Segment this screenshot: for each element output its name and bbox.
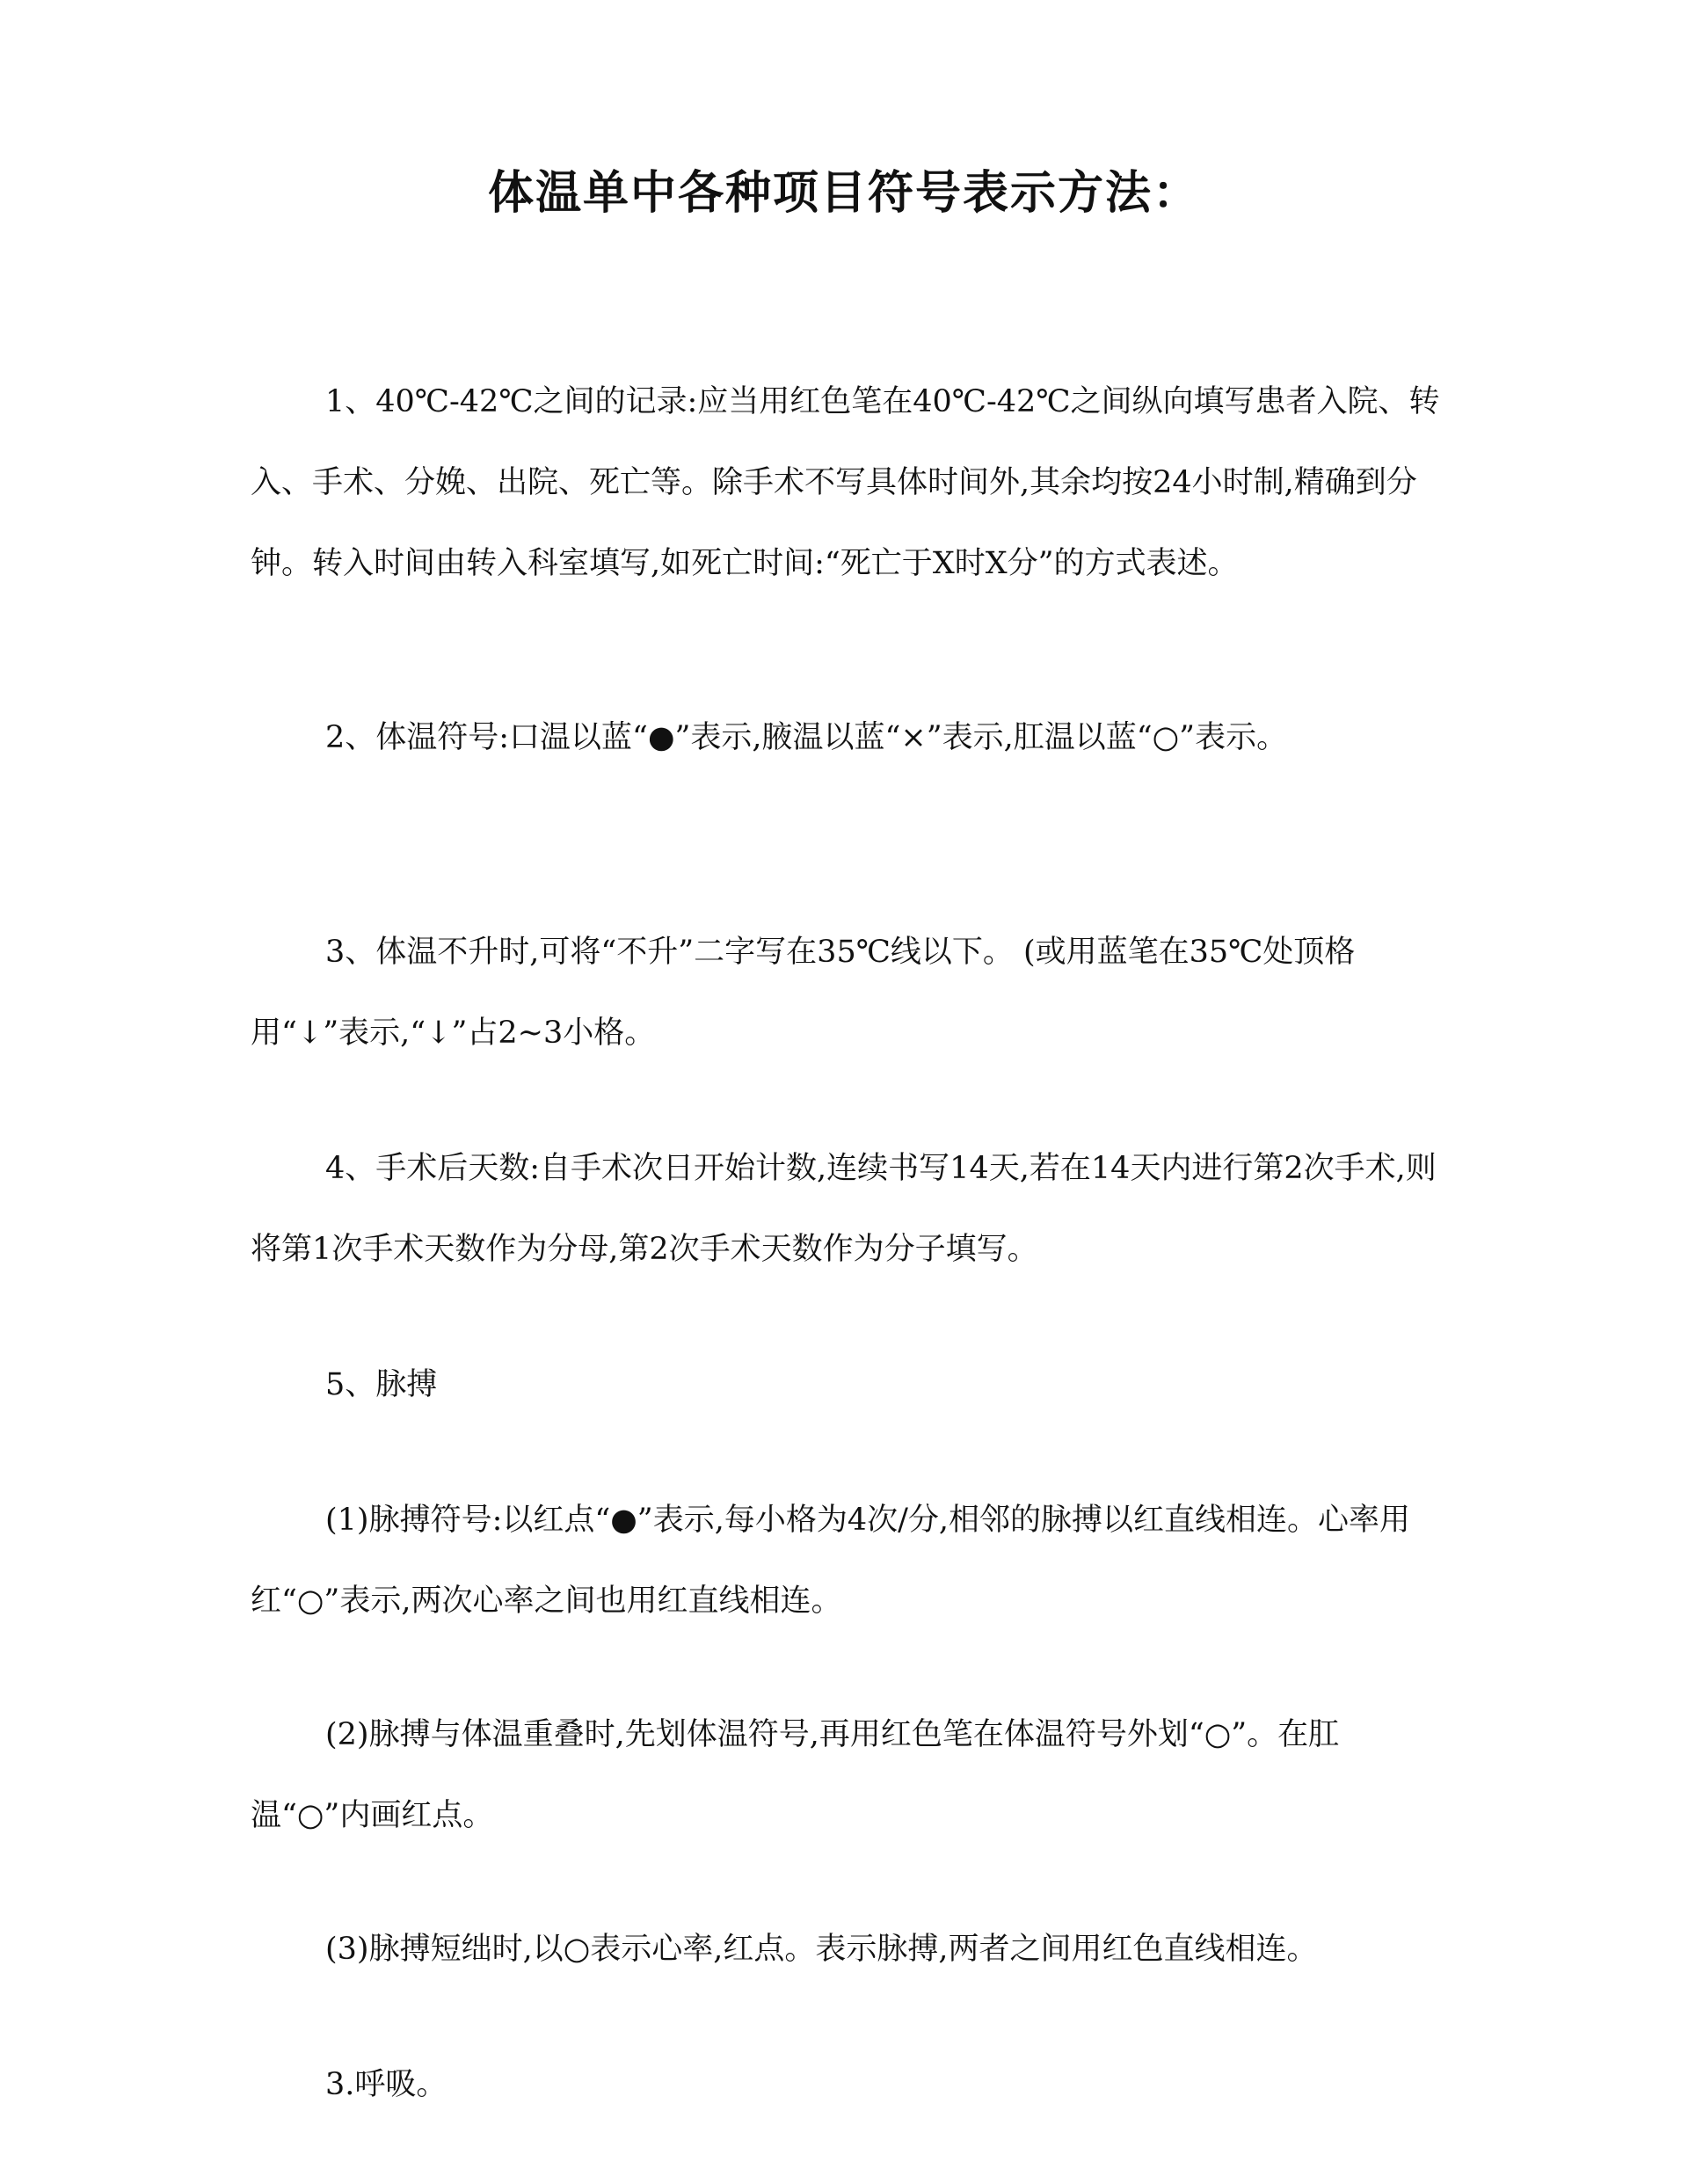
paragraph-pulse-deficit: (3)脉搏短绌时,以○表示心率,红点。表示脉搏,两者之间用红色直线相连。 — [325, 1932, 1318, 1967]
paragraph-pulse-symbol: (1)脉搏符号:以红点“●”表示,每小格为4次/分,相邻的脉搏以红直线相连。心率用红“○”表示,两次心率之间也用红直线相连。 — [251, 1503, 1411, 1619]
paragraph-temperature-record-40-42: 1、40℃-42℃之间的记录:应当用红色笔在40℃-42℃之间纵向填写患者入院、转入、手术、分娩、出院、死亡等。除手术不写具体时间外,其余均按24小时制,精确到分钟。转入时间由转入科室填写,如死亡时间:“死亡于X时X分”的方式表述。 — [251, 384, 1440, 581]
paragraph-temperature-symbols: 2、体温符号:口温以蓝“●”表示,腋温以蓝“×”表示,肛温以蓝“○”表示。 — [325, 720, 1288, 755]
document-title: 体温单中各种项目符号表示方法： — [487, 167, 1200, 220]
paragraph-pulse-overlap: (2)脉搏与体温重叠时,先划体温符号,再用红色笔在体温符号外划“○”。在肛温“○”内画红点。 — [251, 1717, 1340, 1833]
paragraph-pulse-heading: 5、脉搏 — [325, 1367, 438, 1402]
paragraph-temperature-not-rising: 3、体温不升时,可将“不升”二字写在35℃线以下。 (或用蓝笔在35℃处顶格用“↓”表示,“↓”占2~3小格。 — [251, 935, 1356, 1051]
paragraph-respiration-heading: 3.呼吸。 — [325, 2067, 447, 2102]
paragraph-postoperative-days: 4、手术后天数:自手术次日开始计数,连续书写14天,若在14天内进行第2次手术,则将第1次手术天数作为分母,第2次手术天数作为分子填写。 — [251, 1151, 1437, 1267]
